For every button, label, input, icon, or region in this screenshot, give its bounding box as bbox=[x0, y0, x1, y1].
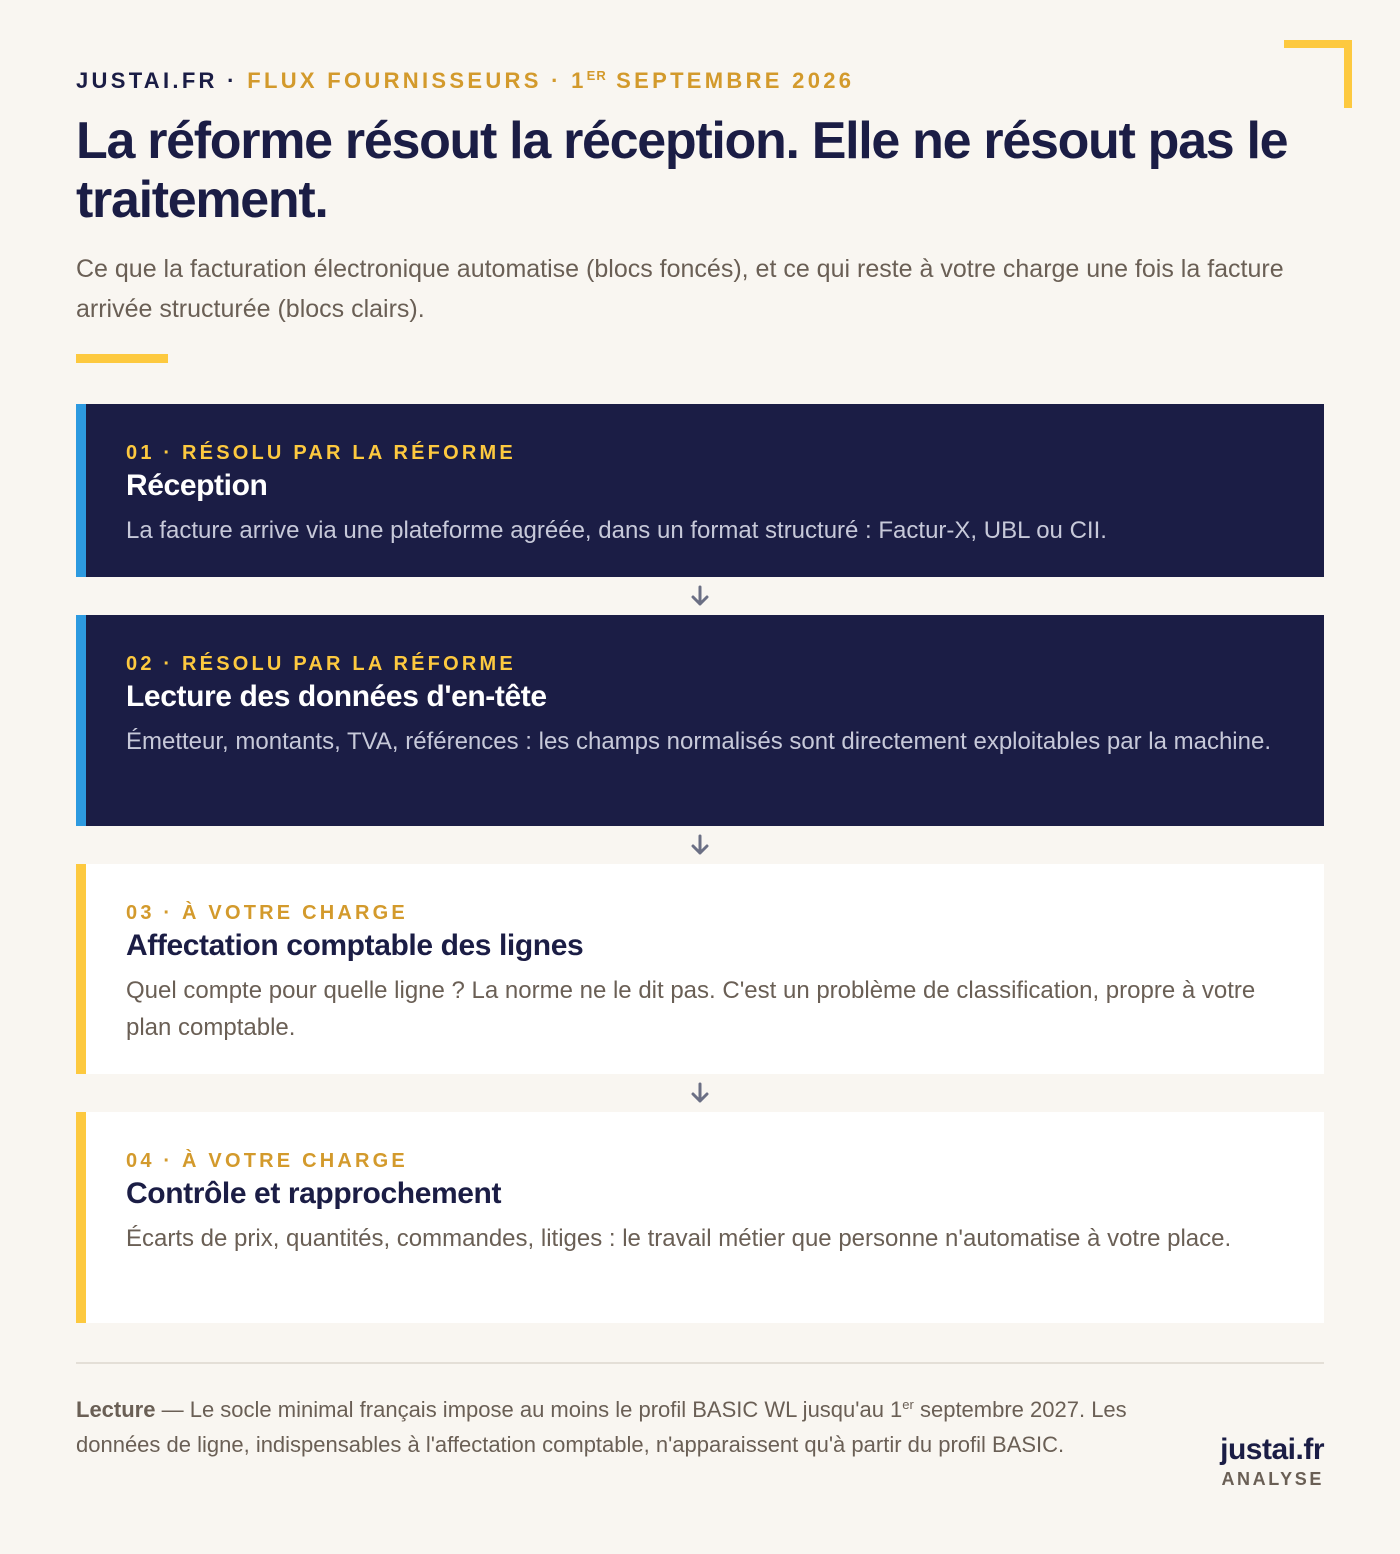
step-2-block bbox=[76, 615, 1324, 826]
page-subtitle: Ce que la facturation électronique automatise (blocs foncés), et ce qui reste à votre charge une fois la facture arrivée structurée (blocs clairs). bbox=[76, 255, 1284, 323]
step-title: Réception bbox=[126, 469, 268, 502]
eyebrow-flux-sup: ER bbox=[586, 68, 607, 83]
arrow-down-icon bbox=[691, 585, 709, 607]
reading-note-sup: er bbox=[902, 1397, 914, 1412]
footer-tagline: ANALYSE bbox=[1221, 1469, 1324, 1489]
reading-note-text-post: septembre 2027. Les données de ligne, indispensables à l'affectation comptable, n'apparaissent qu'à partir du profil BASIC. bbox=[76, 1397, 1127, 1457]
footer-logo: justai.fr bbox=[1220, 1433, 1324, 1466]
page-title: La réforme résout la réception. Elle ne résout pas le traitement. bbox=[76, 112, 1288, 229]
reading-note-text-pre: — Le socle minimal français impose au moins le profil BASIC WL jusqu'au 1 bbox=[155, 1397, 903, 1422]
arrow-down-icon bbox=[691, 1082, 709, 1104]
step-description: La facture arrive via une plateforme agréée, dans un format structuré : Factur-X, UBL ou CII. bbox=[126, 517, 1107, 544]
accent-bar bbox=[76, 354, 168, 363]
eyebrow-brand: JUSTAI.FR bbox=[76, 68, 218, 93]
step-title: Contrôle et rapprochement bbox=[126, 1177, 502, 1210]
reading-note bbox=[76, 1387, 1186, 1462]
steps-flow bbox=[76, 404, 1324, 1323]
step-title: Affectation comptable des lignes bbox=[126, 929, 584, 962]
eyebrow-flux-post: SEPTEMBRE 2026 bbox=[606, 68, 855, 93]
flow-arrow bbox=[76, 1074, 1324, 1112]
eyebrow-flux-pre: FLUX FOURNISSEURS · 1 bbox=[247, 68, 587, 93]
step-1-block bbox=[76, 404, 1324, 577]
footer-brand bbox=[1220, 1433, 1324, 1491]
step-3-block bbox=[76, 864, 1324, 1074]
step-description: Quel compte pour quelle ligne ? La norme ne le dit pas. C'est un problème de classification, propre à votre plan comptable. bbox=[126, 977, 1256, 1041]
footer-divider bbox=[76, 1362, 1324, 1364]
eyebrow-separator: · bbox=[227, 68, 238, 93]
reading-note-label: Lecture bbox=[76, 1397, 156, 1422]
step-description: Écarts de prix, quantités, commandes, litiges : le travail métier que personne n'automatise à votre place. bbox=[126, 1225, 1232, 1252]
corner-bracket-decoration bbox=[1284, 40, 1352, 108]
step-tag: 01 · RÉSOLU PAR LA RÉFORME bbox=[126, 442, 516, 464]
step-tag: 02 · RÉSOLU PAR LA RÉFORME bbox=[126, 653, 516, 675]
eyebrow bbox=[76, 68, 854, 94]
step-tag: 04 · À VOTRE CHARGE bbox=[126, 1150, 408, 1172]
step-tag: 03 · À VOTRE CHARGE bbox=[126, 902, 408, 924]
eyebrow-flux bbox=[247, 68, 854, 93]
step-description: Émetteur, montants, TVA, références : les champs normalisés sont directement exploitables par la machine. bbox=[126, 728, 1271, 755]
step-title: Lecture des données d'en-tête bbox=[126, 680, 547, 713]
step-4-block bbox=[76, 1112, 1324, 1323]
arrow-down-icon bbox=[691, 834, 709, 856]
flow-arrow bbox=[76, 826, 1324, 864]
flow-arrow bbox=[76, 577, 1324, 615]
